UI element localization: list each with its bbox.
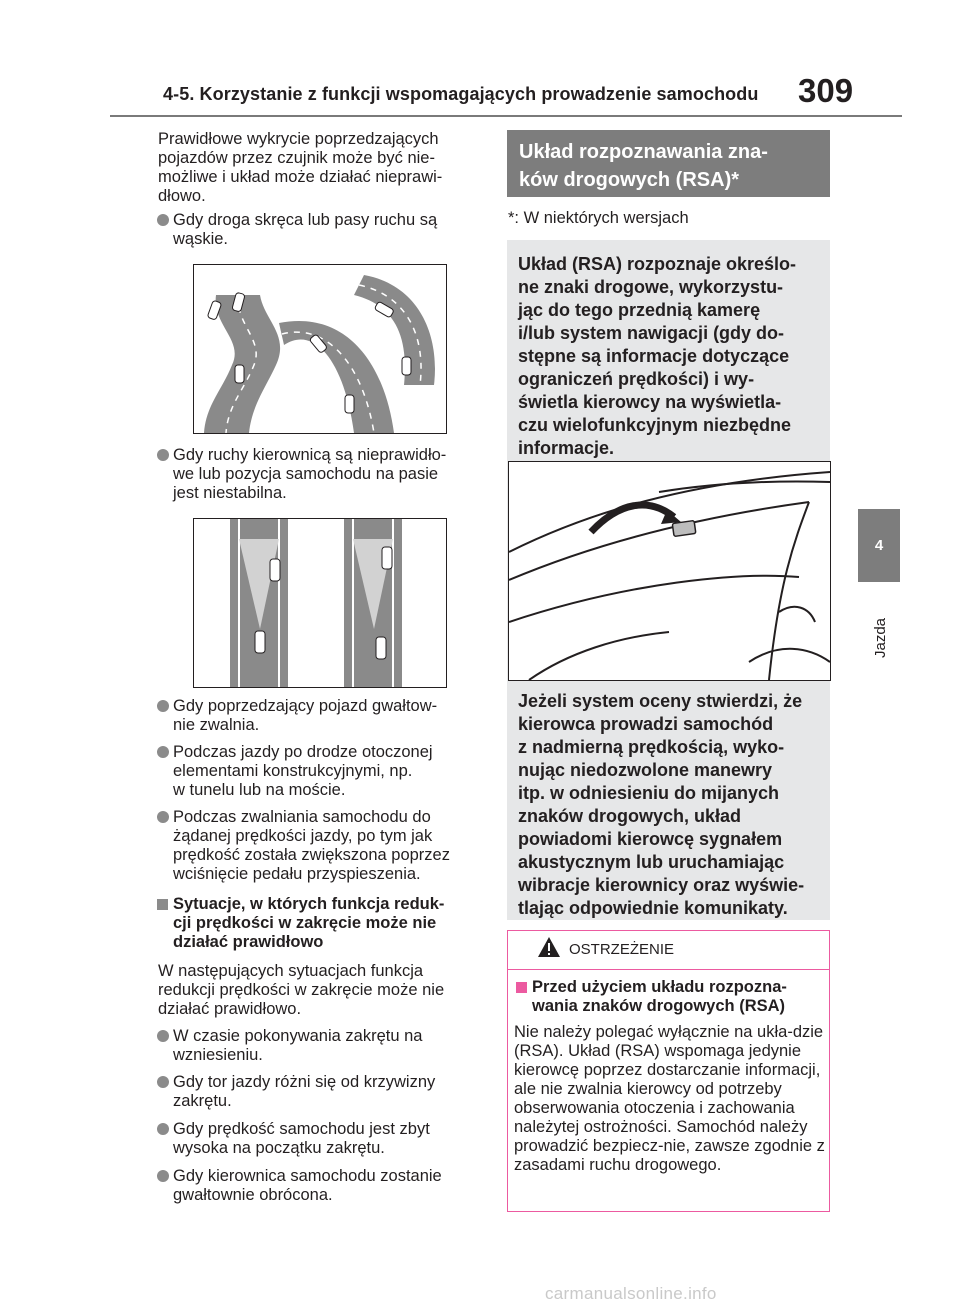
bullet-item xyxy=(157,1167,487,1205)
square-bullet-icon xyxy=(157,899,168,910)
curved-road-svg xyxy=(194,265,446,433)
bullet-item xyxy=(157,808,487,884)
bullet-text: Gdy kierownica samochodu zostanie gwałtownie obrócona. xyxy=(173,1167,442,1204)
warning-heading xyxy=(516,978,826,1016)
bullet-text: Gdy prędkość samochodu jest zbyt wysoka na początku zakrętu. xyxy=(173,1120,430,1157)
bullet-dot-icon xyxy=(157,746,169,758)
section-heading xyxy=(157,895,487,952)
warning-heading-text: Przed użyciem układu rozpozna- wania znaków drogowych (RSA) xyxy=(532,978,787,1015)
chapter-title: 4-5. Korzystanie z funkcji wspomagających prowadzenie samochodu xyxy=(163,84,759,104)
bullet-text: Gdy poprzedzający pojazd gwałtow- nie zwalnia. xyxy=(173,697,438,734)
bullet-dot-icon xyxy=(157,1170,169,1182)
bullet-item xyxy=(157,1120,487,1158)
bullet-text: Podczas jazdy po drodze otoczonej elementami konstrukcyjnymi, np. w tunelu lub na moście. xyxy=(173,743,433,799)
bullet-item xyxy=(157,446,487,503)
warning-body: Nie należy polegać wyłącznie na ukła-dzie (RSA). Układ (RSA) wspomaga jedynie kierowcę poprzez dostarczanie informacji, ale nie zwalnia kierowcy od potrzeby obserwowania otoczenia i zachowania należytej ostrożności. Samochód należy prowadzić bezpiecz-nie, zawsze zgodnie z zasadami ruchu drogowego. xyxy=(514,1023,825,1174)
car-windshield-svg xyxy=(509,462,830,680)
chapter-tab xyxy=(858,509,900,582)
warning-label: OSTRZEŻENIE xyxy=(569,941,675,958)
bullet-text: Gdy tor jazdy różni się od krzywizny zakrętu. xyxy=(173,1073,436,1110)
rsa-section-title: Układ rozpoznawania zna- ków drogowych (RSA)* xyxy=(507,130,830,197)
header-divider xyxy=(110,115,902,117)
chapter-label xyxy=(868,600,890,660)
chapter-label-text: Jazda xyxy=(872,617,889,658)
bullet-item xyxy=(157,1073,487,1111)
bullet-dot-icon xyxy=(157,449,169,461)
bullet-dot-icon xyxy=(157,214,169,226)
bullet-text: W czasie pokonywania zakrętu na wzniesieniu. xyxy=(173,1027,423,1064)
rsa-warning-description: Jeżeli system oceny stwierdzi, że kierowca prowadzi samochód z nadmierną prędkością, wyko- nując niedozwolone manewry itp. w odniesieniu do mijanych znaków drogowych, układ powiadomi kierowcę sygnałem akustycznym lub uruchamiając wibracje kierownicy oraz wyświe- tlając odpowiednie komunikaty. xyxy=(518,691,805,918)
bullet-item xyxy=(157,1027,487,1065)
bullet-text: Podczas zwalniania samochodu do żądanej prędkości jazdy, po tym jak prędkość została zwiększona poprzez wciśnięcie pedału przyspieszenia. xyxy=(173,808,450,883)
lane-road-svg xyxy=(194,519,446,687)
bullet-item xyxy=(157,697,487,735)
bullet-dot-icon xyxy=(157,811,169,823)
bullet-dot-icon xyxy=(157,1123,169,1135)
rsa-description: Układ (RSA) rozpoznaje określo- ne znaki drogowe, wykorzystu- jąc do tego przednią kamerę i/lub system nawigacji (gdy do- stępne są informacje dotyczące ograniczeń prędkości) i wy- świetla kierowcy na wyświetla- czu wielofunkcyjnym niezbędne informacje. xyxy=(518,254,797,458)
section-heading-text: Sytuacje, w których funkcja reduk- cji prędkości w zakręcie może nie działać prawidłowo xyxy=(173,895,445,951)
intro-paragraph: Prawidłowe wykrycie poprzedzających pojazdów przez czujnik może być nie-możliwe i układ może działać nieprawi-dłowo. xyxy=(158,130,443,205)
bullet-dot-icon xyxy=(157,1076,169,1088)
bullet-dot-icon xyxy=(157,700,169,712)
front-camera-illustration xyxy=(508,461,831,681)
bullet-item xyxy=(157,743,487,800)
footnote: *: W niektórych wersjach xyxy=(508,209,689,227)
watermark: carmanualsonline.info xyxy=(545,1284,717,1303)
section-intro: W następujących sytuacjach funkcja redukcji prędkości w zakręcie może nie działać prawidłowo. xyxy=(158,962,445,1018)
chapter-number: 4 xyxy=(874,537,884,554)
curved-road-illustration xyxy=(193,264,447,434)
page-number: 309 xyxy=(798,72,854,109)
square-bullet-icon xyxy=(516,982,527,993)
warning-triangle-icon xyxy=(537,936,561,958)
bullet-text: Gdy ruchy kierownicą są nieprawidło- we lub pozycja samochodu na pasie jest niestabilna. xyxy=(173,446,447,502)
lane-position-illustration xyxy=(193,518,447,688)
bullet-text: Gdy droga skręca lub pasy ruchu są wąskie. xyxy=(173,211,438,248)
bullet-dot-icon xyxy=(157,1030,169,1042)
bullet-item xyxy=(157,211,487,249)
